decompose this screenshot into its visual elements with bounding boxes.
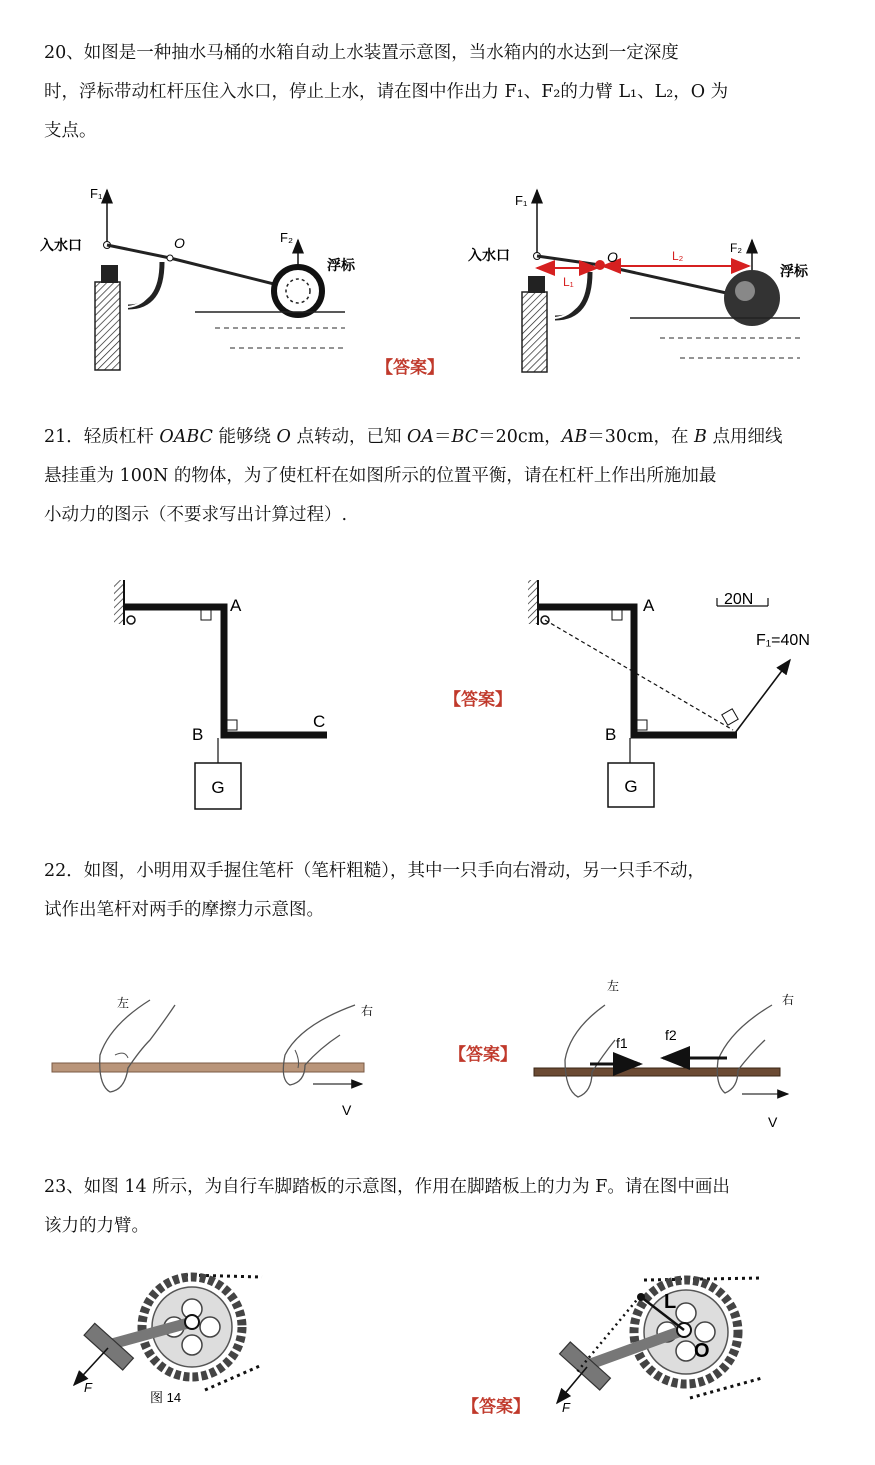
q23-pedal [84,1323,133,1370]
question-22-text [44,852,844,930]
q21a-weight-label: G [624,777,638,796]
q20-line2: 时，浮标带动杠杆压住入水口，停止上水，请在图中作出力 F₁、F₂的力臂 L₁、L₂，O 为 [44,82,729,102]
q20-float [274,267,322,315]
q21-figure-answer [528,580,810,807]
q21a-label-a: A [643,596,655,615]
q23-force-label: F [84,1380,92,1395]
q21-pivot-o [127,616,135,624]
q20a-pivot [595,260,605,270]
q22-line1: 22．如图，小明用双手握住笔杆（笔杆粗糙），其中一只手向右滑动，另一只手不动， [44,861,706,881]
q22a-left-label: 左 [607,979,620,993]
q20a-l2-label: L₂ [672,249,684,263]
q20a-f1-label: F₁ [515,193,528,208]
q20a-l1-label: L₁ [563,275,574,289]
q22-left-label: 左 [117,996,130,1010]
q22-right-hand [283,1005,355,1085]
q20-figure-question [40,186,356,370]
q23-line2: 该力的力臂。 [44,1216,149,1236]
q21-answer-tag: 【答案】 [444,690,512,710]
q21a-arm-dashed [545,620,733,730]
q23-figure-question [74,1275,262,1405]
q20-figure-answer [468,190,809,372]
q21-label-b: B [192,725,204,744]
q22-left-hand [100,1000,175,1092]
q22-pen-rod [52,1063,364,1072]
q20-pivot [167,255,173,261]
q21-line2: 悬挂重为 100N 的物体，为了使杠杆在如图所示的位置平衡，请在杠杆上作出所施加最 [44,466,717,486]
q21-figure-question [114,580,327,809]
q20-lever-short [107,245,170,258]
q21a-force-arrow [735,660,790,733]
q23-answer-tag: 【答案】 [462,1397,530,1417]
q20a-pivot-label: O [607,249,618,265]
q20-line3: 支点。 [44,121,97,141]
q22-line2: 试作出笔杆对两手的摩擦力示意图。 [44,900,324,920]
q21-line3: 小动力的图示（不要求写出计算过程）. [44,505,348,525]
q21a-scale-label: 20N [724,591,754,608]
q23-axle [185,1315,199,1329]
q22-figure-question [52,996,373,1118]
q21a-label-b: B [605,725,617,744]
q21-label-a: A [230,596,242,615]
q22-answer-tag: 【答案】 [449,1045,517,1065]
q22a-f2-label: f2 [665,1027,677,1043]
question-21-text [44,418,844,535]
q21-line1: 21．轻质杠杆 OABC 能够绕 O 点转动，已知 OA＝BC＝20cm，AB＝30cm，在 B 点用细线 [44,427,783,447]
q21-lever [124,607,327,735]
q20-answer-tag: 【答案】 [376,358,444,378]
q20a-f2-label: F₂ [730,241,742,255]
q20-float-label: 浮标 [327,257,355,273]
q22a-right-label: 右 [782,993,795,1007]
q20-pivot-label: O [174,235,185,251]
q21a-force-label: F₁=40N [756,632,810,649]
q20a-inlet-label: 入水口 [468,247,510,263]
q20-f2-label: F₂ [280,230,293,245]
q23a-l-label: L [664,1291,677,1313]
q20-lever-long [170,258,290,288]
q20a-lever-long [600,265,740,296]
q22-v-label: V [342,1102,352,1118]
q22-right-label: 右 [361,1004,374,1018]
q21-label-c: C [313,712,326,731]
q21-weight-label: G [211,778,225,797]
q20-f1-label: F₁ [90,186,103,201]
q23-line1: 23、如图 14 所示，为自行车脚踏板的示意图，作用在脚踏板上的力为 F。请在图中画出 [44,1177,730,1197]
q21a-lever [538,607,737,735]
q22a-v-label: V [768,1114,778,1130]
q20-inlet-pipe [95,282,120,370]
question-23-text [44,1168,844,1246]
q20-inlet-valve [101,265,118,283]
q23a-o-label: O [694,1340,710,1362]
q20a-inlet-pipe [522,292,547,372]
q23-figure-answer [557,1278,762,1415]
q20-line1: 20、如图是一种抽水马桶的水箱自动上水装置示意图，当水箱内的水达到一定深度 [44,43,679,63]
q22-figure-answer [534,979,794,1130]
q20-inlet-label: 入水口 [40,237,82,253]
q20a-float-label: 浮标 [780,263,808,279]
q20a-lever-short [537,256,600,265]
q23a-force-label: F [562,1400,570,1415]
q22a-f1-label: f1 [616,1035,628,1051]
q23-fig-label: 图 14 [150,1390,182,1405]
q22a-pen-rod [534,1068,780,1076]
